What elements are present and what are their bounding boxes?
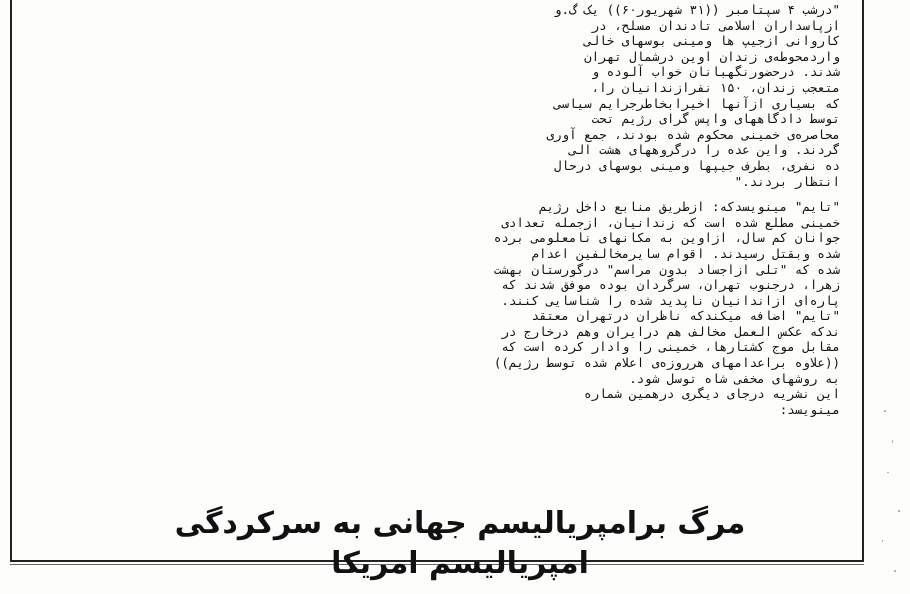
text-line: پاره‌ای ازاندانیان ناپدید شده را شناسایی کنند. [501,292,840,308]
scan-specks [878,400,908,590]
text-line: کاروانی ازجیپ ها ومینی بوسهای خالی [584,33,840,49]
frame-right-border [862,0,864,562]
text-line: توسط دادگاههای واپس گرای رژیم تحت [591,111,840,127]
text-line: "درشب ۴ سپتامبر ((۳۱ شهریور۶۰)) یک گ.و [553,2,840,17]
text-line: متعجب زندان، ۱۵۰ نفرازندانیان را، [591,79,840,95]
text-line: به روشهای مخفی شاه توسل شود. [629,370,840,386]
article-column [436,2,840,417]
text-line: شدند. درحضورنگهبانان خواب آلوده و [591,64,840,80]
text-line: ازپاسداران اسلامی تادندان مسلح، در [591,17,840,33]
text-line: خمینی مطلع شده است که زندانیان، ازجمله تعدادی [501,214,840,230]
article-paragraph-3 [436,308,840,386]
slogan-banner: مرگ برامپریالیسم جهانی به سرکردگی امپریالیسم امریکا [174,506,746,581]
text-line: "تایم" اضافه میکندکه ناظران درتهران معتقد [531,308,840,324]
text-line: شده وبقتل رسیدند. اقوام سایرمخالفین اعدام [531,245,840,261]
article-paragraph-1 [436,2,840,189]
text-line: شده که "تلی ازاجساد بدون مراسم" درگورستان بهشت [493,261,840,277]
text-line: جوانان کم سال، ازاوین به مکانهای نامعلومی برده [493,230,840,246]
text-line: ندکه عکس العمل مخالف هم درایران وهم درخارج در [501,323,840,339]
text-line: "تایم" مینویسدکه: ازطریق منابع داخل رژیم [538,199,840,215]
article-paragraph-2 [436,199,840,308]
text-line: مقابل موج کشتارها، خمینی را وادار کرده است که [501,339,840,355]
text-line: این نشریه درجای دیگری درهمین شماره [584,386,840,402]
article-paragraph-4 [436,386,840,417]
text-line: گردند. واین عده را درگروههای هشت الی [569,142,840,158]
text-line: زهرا، درجنوب تهران، سرگردان بوده موفق شدند که [501,277,840,293]
text-line: مینویسد: [779,401,840,417]
text-line: محاصره‌ی خمینی محکوم شده بودند، جمع آوری [546,126,840,142]
text-line: واردمحوطه‌ی زندان اوین درشمال تهران [584,48,840,64]
text-line: انتظار بردند." [734,173,840,189]
frame-left-border [10,0,12,562]
text-line: که بسیاری ازآنها اخیرابخاطرجرایم سیاسی [554,95,840,111]
text-line: ده نفری، بطرف جیپها ومینی بوسهای درحال [554,157,840,173]
text-line: ((علاوه براعدامهای هرروزه‌ی اعلام شده توسط رژیم)) [493,355,840,371]
